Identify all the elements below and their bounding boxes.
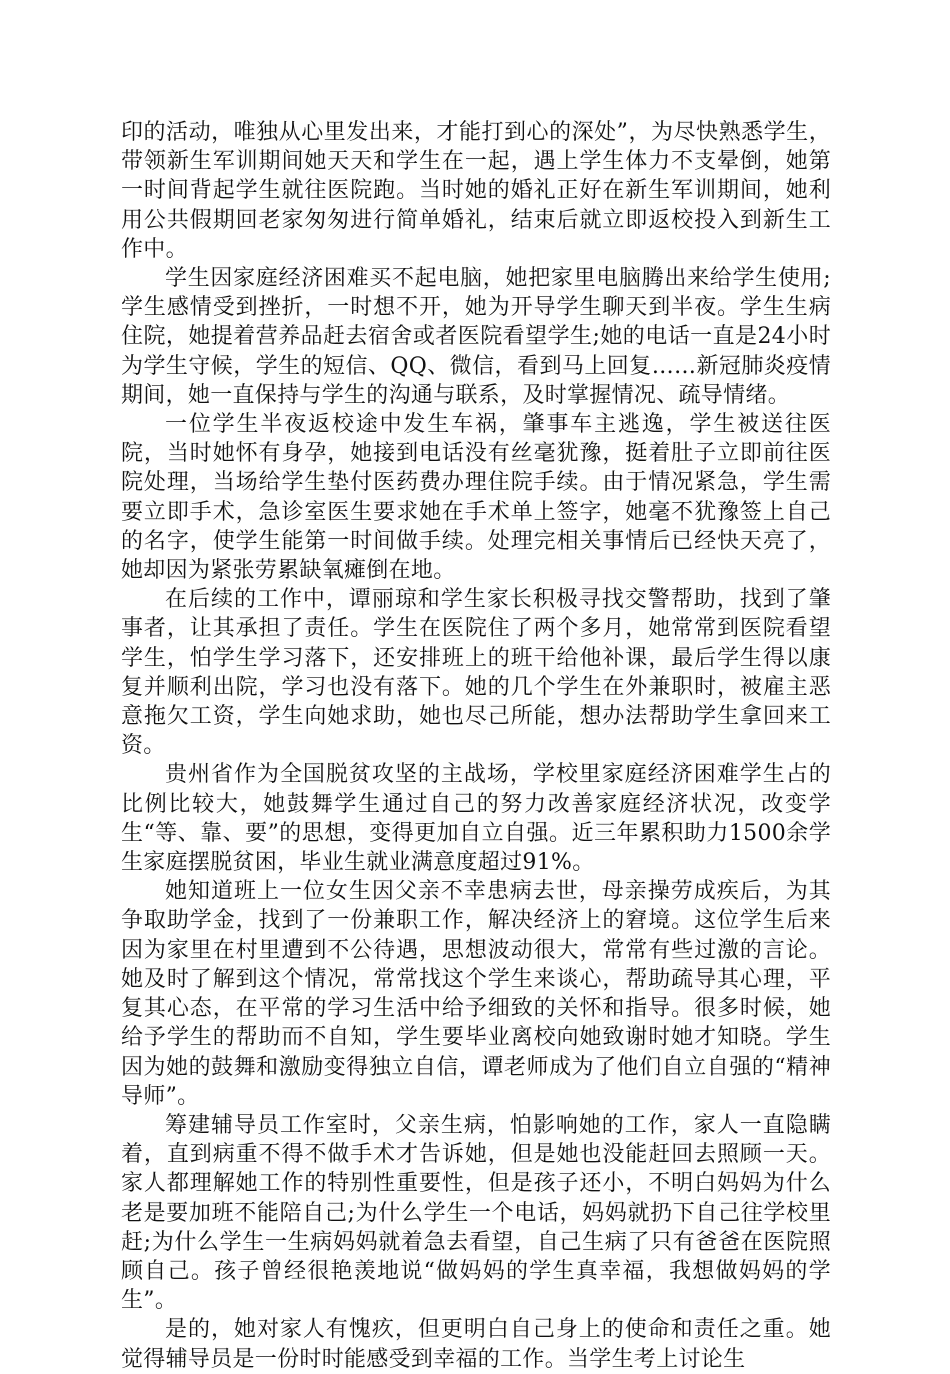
paragraph-5: 贵州省作为全国脱贫攻坚的主战场，学校里家庭经济困难学生占的比例比较大，她鼓舞学生通过自己的努力改善家庭经济状况，改变学生“等、靠、要”的思想，变得更加自立自强。近三年累积助力1500余学生家庭摆脱贫困，毕业生就业满意度超过91%。	[121, 762, 831, 876]
paragraph-1: 印的活动，唯独从心里发出来，才能打到心的深处”，为尽快熟悉学生，带领新生军训期间她天天和学生在一起，遇上学生体力不支晕倒，她第一时间背起学生就往医院跑。当时她的婚礼正好在新生军训期间，她利用公共假期回老家匆匆进行简单婚礼，结束后就立即返校投入到新生工作中。	[121, 120, 831, 262]
paragraph-2: 学生因家庭经济困难买不起电脑，她把家里电脑腾出来给学生使用;学生感情受到挫折，一时想不开，她为开导学生聊天到半夜。学生生病住院，她提着营养品赶去宿舍或者医院看望学生;她的电话一直是24小时为学生守候，学生的短信、QQ、微信，看到马上回复……新冠肺炎疫情期间，她一直保持与学生的沟通与联系，及时掌握情况、疏导情绪。	[121, 266, 831, 408]
document-page	[121, 118, 831, 1374]
paragraph-7: 筹建辅导员工作室时，父亲生病，怕影响她的工作，家人一直隐瞒着，直到病重不得不做手术才告诉她，但是她也没能赶回去照顾一天。家人都理解她工作的特别性重要性，但是孩子还小，不明白妈妈为什么老是要加班不能陪自己;为什么学生一个电话，妈妈就扔下自己往学校里赶;为什么学生一生病妈妈就着急去看望，自己生病了只有爸爸在医院照顾自己。孩子曾经很艳羡地说“做妈妈的学生真幸福，我想做妈妈的学生”。	[121, 1112, 831, 1314]
paragraph-3: 一位学生半夜返校途中发生车祸，肇事车主逃逸，学生被送往医院，当时她怀有身孕，她接到电话没有丝毫犹豫，挺着肚子立即前往医院处理，当场给学生垫付医药费办理住院手续。由于情况紧急，学生需要立即手术，急诊室医生要求她在手术单上签字，她毫不犹豫签上自己的名字，使学生能第一时间做手续。处理完相关事情后已经快天亮了，她却因为紧张劳累缺氧瘫倒在地。	[121, 412, 831, 584]
paragraph-4: 在后续的工作中，谭丽琼和学生家长积极寻找交警帮助，找到了肇事者，让其承担了责任。学生在医院住了两个多月，她常常到医院看望学生，怕学生学习落下，还安排班上的班干给他补课，最后学生得以康复并顺利出院，学习也没有落下。她的几个学生在外兼职时，被雇主恶意拖欠工资，学生向她求助，她也尽己所能，想办法帮助学生拿回来工资。	[121, 587, 831, 759]
paragraph-6: 她知道班上一位女生因父亲不幸患病去世，母亲操劳成疾后，为其争取助学金，找到了一份兼职工作，解决经济上的窘境。这位学生后来因为家里在村里遭到不公待遇，思想波动很大，常常有些过激的言论。她及时了解到这个情况，常常找这个学生来谈心，帮助疏导其心理，平复其心态，在平常的学习生活中给予细致的关怀和指导。很多时候，她给予学生的帮助而不自知，学生要毕业离校向她致谢时她才知晓。学生因为她的鼓舞和激励变得独立自信，谭老师成为了他们自立自强的“精神导师”。	[121, 879, 831, 1109]
paragraph-8: 是的，她对家人有愧疚，但更明白自己身上的使命和责任之重。她觉得辅导员是一份时时能感受到幸福的工作。当学生考上讨论生	[121, 1317, 831, 1372]
